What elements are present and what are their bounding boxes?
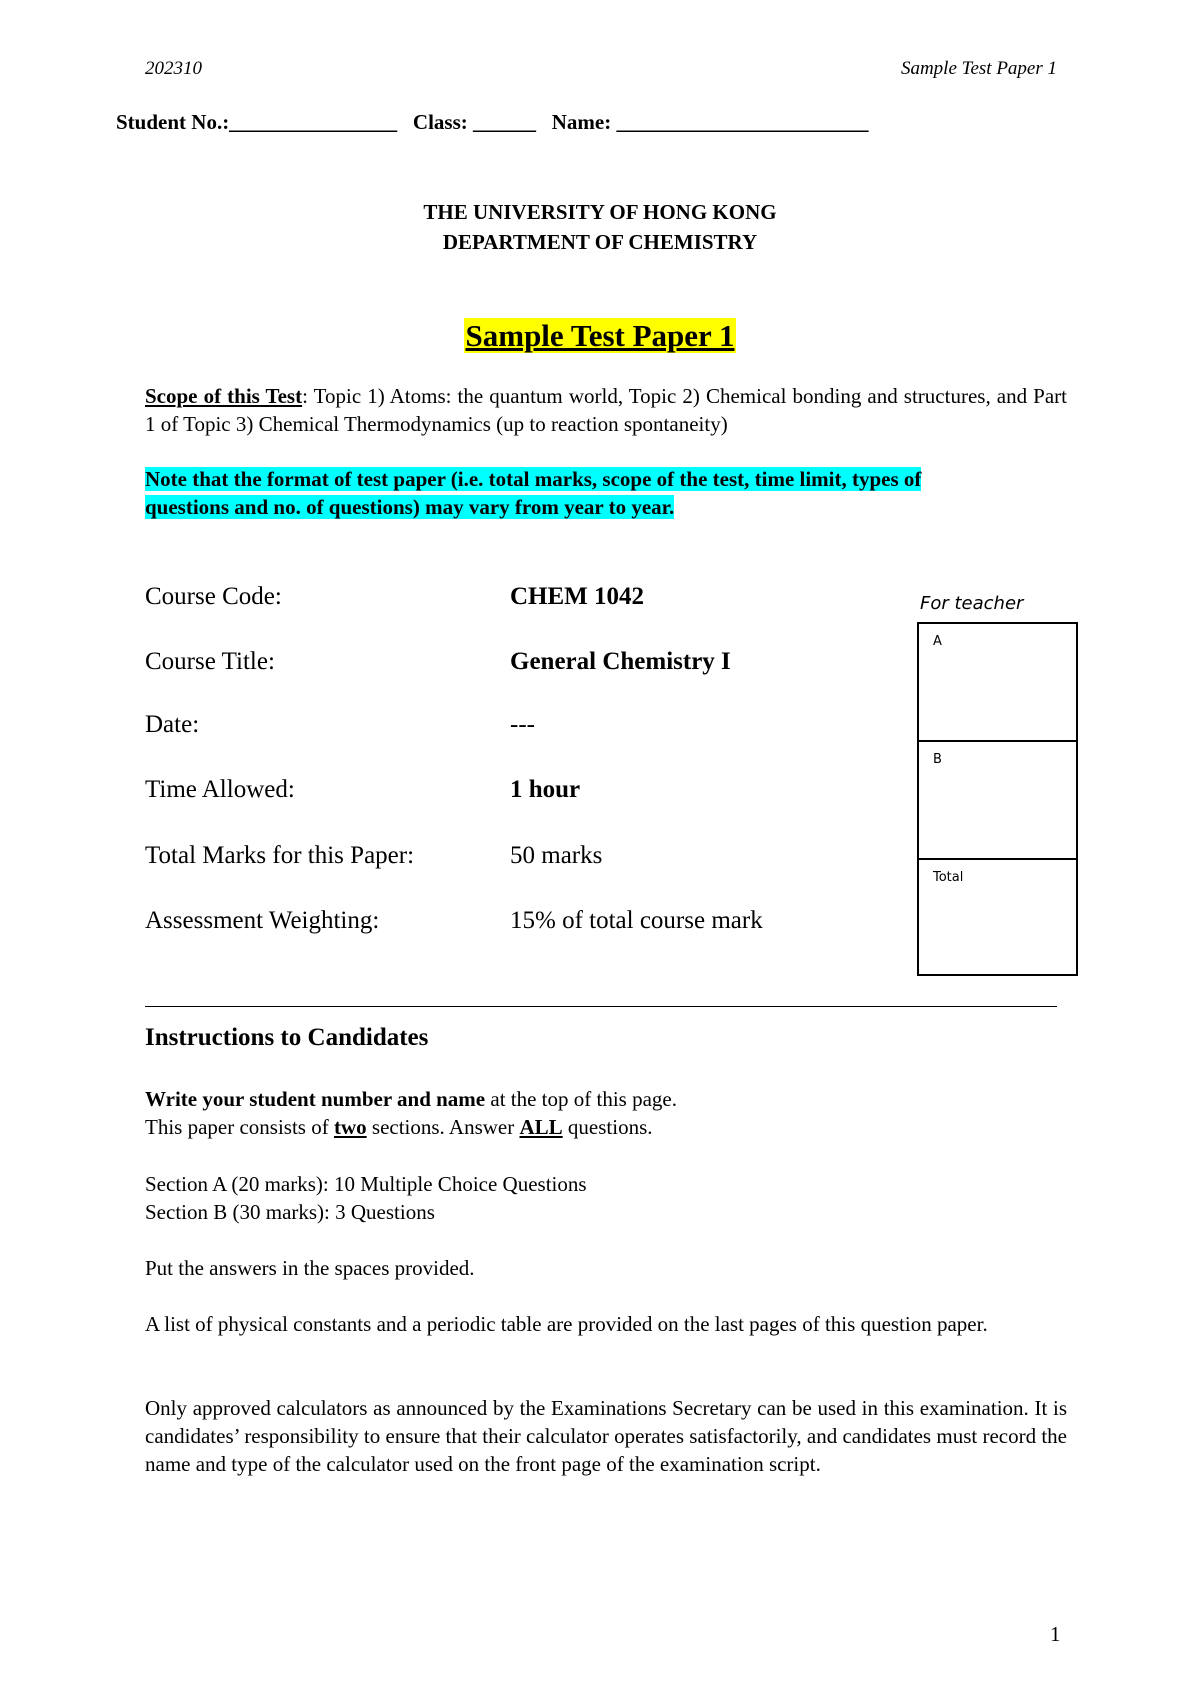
university-name: THE UNIVERSITY OF HONG KONG bbox=[423, 200, 777, 224]
teacher-cell-total-label: Total bbox=[933, 870, 964, 885]
assessment-weighting-label: Assessment Weighting: bbox=[145, 907, 380, 934]
course-title-label: Course Title: bbox=[145, 648, 275, 675]
format-note bbox=[145, 465, 1067, 521]
total-marks-label: Total Marks for this Paper: bbox=[145, 842, 415, 869]
instructions-write-block bbox=[145, 1085, 1067, 1141]
page-number: 1 bbox=[1050, 1622, 1061, 1646]
section-a-line: Section A (20 marks): 10 Multiple Choice Questions bbox=[145, 1172, 587, 1196]
write-bold: Write your student number and name bbox=[145, 1087, 486, 1111]
teacher-cell-a-label: A bbox=[933, 634, 942, 649]
header-paper-name: Sample Test Paper 1 bbox=[900, 58, 1057, 79]
title-container bbox=[0, 318, 1200, 354]
course-code-label: Course Code: bbox=[145, 583, 282, 610]
date-value: --- bbox=[510, 711, 535, 738]
date-label: Date: bbox=[145, 711, 200, 738]
time-allowed-value: 1 hour bbox=[510, 776, 581, 803]
section-b-line: Section B (30 marks): 3 Questions bbox=[145, 1200, 435, 1224]
consists-all: ALL bbox=[519, 1115, 563, 1139]
format-note-line-2: questions and no. of questions) may vary from year to year. bbox=[145, 495, 675, 519]
student-info-line: Student No.:________________ Class: ______ Name: ________________________ bbox=[116, 110, 869, 134]
consists-mid: sections. Answer bbox=[366, 1115, 520, 1139]
time-allowed-label: Time Allowed: bbox=[145, 776, 295, 803]
course-title-value: General Chemistry I bbox=[510, 648, 731, 675]
assessment-weighting-value: 15% of total course mark bbox=[510, 907, 763, 934]
scope-text: : Topic 1) Atoms: the quantum world, Topic 2) Chemical bonding and structures, and Part 1 of Topic 3) Chemical Thermodynamics (up to reaction spontaneity) bbox=[145, 384, 1067, 436]
page-title: Sample Test Paper 1 bbox=[465, 318, 735, 353]
header-date-code: 202310 bbox=[145, 58, 202, 79]
instructions-title: Instructions to Candidates bbox=[145, 1024, 429, 1051]
scope-label: Scope of this Test bbox=[145, 384, 303, 408]
teacher-cell-a bbox=[919, 624, 1076, 742]
put-answers-line: Put the answers in the spaces provided. bbox=[145, 1256, 475, 1280]
for-teacher-label: For teacher bbox=[920, 593, 1024, 614]
course-code-value: CHEM 1042 bbox=[510, 583, 645, 610]
constants-paragraph: A list of physical constants and a periodic table are provided on the last pages of this question paper. bbox=[145, 1312, 988, 1336]
sections-block bbox=[145, 1170, 1067, 1226]
consists-two: two bbox=[333, 1115, 367, 1139]
scope-paragraph bbox=[145, 382, 1067, 438]
consists-pre: This paper consists of bbox=[145, 1115, 334, 1139]
teacher-cell-total bbox=[919, 860, 1076, 978]
teacher-cell-b-label: B bbox=[933, 752, 942, 767]
calculators-paragraph: Only approved calculators as announced by the Examinations Secretary can be used in this examination. It is candidates’ responsibility to ensure that their calculator operates satisfactorily, and candidates must record the name and type of the calculator used on the front page of the examination script. bbox=[145, 1396, 1067, 1476]
consists-post: questions. bbox=[562, 1115, 653, 1139]
total-marks-value: 50 marks bbox=[510, 842, 603, 869]
write-rest: at the top of this page. bbox=[485, 1087, 677, 1111]
teacher-marks-box bbox=[917, 622, 1078, 976]
department-name: DEPARTMENT OF CHEMISTRY bbox=[442, 230, 758, 254]
section-divider bbox=[145, 1006, 1057, 1007]
format-note-line-1: Note that the format of test paper (i.e. total marks, scope of the test, time limit, types of bbox=[145, 467, 922, 491]
teacher-cell-b bbox=[919, 742, 1076, 860]
